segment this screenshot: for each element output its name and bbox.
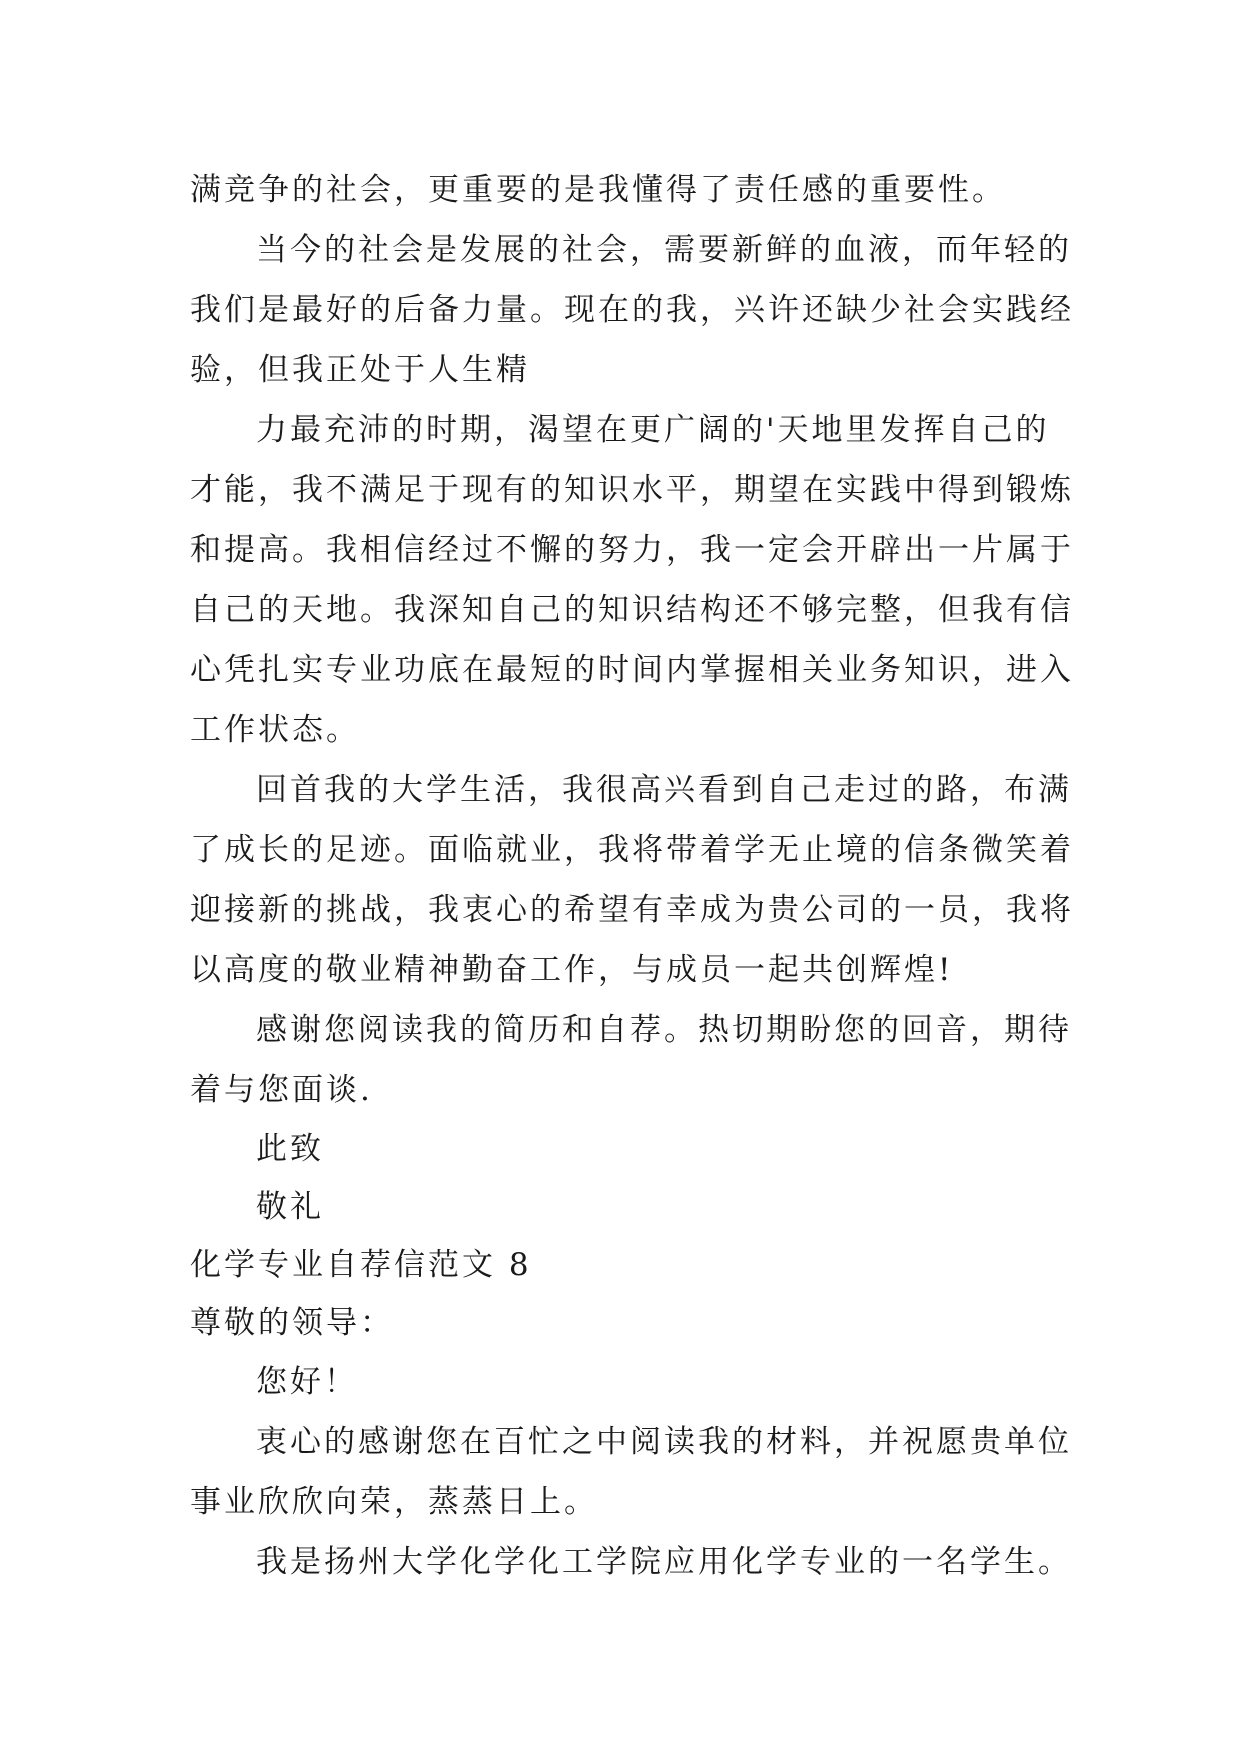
section-heading: 化学专业自荐信范文 8 <box>190 1247 532 1283</box>
greeting: 您好！ <box>256 1364 358 1400</box>
salutation: 尊敬的领导： <box>190 1305 394 1341</box>
text-line: 心凭扎实专业功底在最短的时间内掌握相关业务知识，进入 <box>190 652 1074 688</box>
text-line: 自己的天地。我深知自己的知识结构还不够完整，但我有信 <box>190 592 1074 628</box>
text-line: 满竞争的社会，更重要的是我懂得了责任感的重要性。 <box>190 172 1006 208</box>
paragraph-line: 当今的社会是发展的社会，需要新鲜的血液，而年轻的 <box>256 232 1072 268</box>
text-line: 才能，我不满足于现有的知识水平，期望在实践中得到锻炼 <box>190 472 1074 508</box>
text-line: 以高度的敬业精神勤奋工作，与成员一起共创辉煌! <box>190 952 954 988</box>
closing-line: 此致 <box>256 1131 324 1167</box>
letter-body <box>190 160 1074 1592</box>
paragraph-line: 回首我的大学生活，我很高兴看到自己走过的路，布满 <box>256 772 1072 808</box>
text-line: 我们是最好的后备力量。现在的我，兴许还缺少社会实践经 <box>190 292 1074 328</box>
text-line: 迎接新的挑战，我衷心的希望有幸成为贵公司的一员，我将 <box>190 892 1074 928</box>
text-line: 事业欣欣向荣，蒸蒸日上。 <box>190 1484 598 1520</box>
paragraph-line: 力最充沛的时期，渴望在更广阔的'天地里发挥自己的 <box>256 412 1050 448</box>
paragraph-line: 我是扬州大学化学化工学院应用化学专业的一名学生。 <box>256 1544 1072 1580</box>
text-line: 着与您面谈. <box>190 1072 373 1108</box>
paragraph-line: 衷心的感谢您在百忙之中阅读我的材料，并祝愿贵单位 <box>256 1424 1072 1460</box>
closing-line: 敬礼 <box>256 1189 324 1225</box>
text-line: 了成长的足迹。面临就业，我将带着学无止境的信条微笑着 <box>190 832 1074 868</box>
text-line: 和提高。我相信经过不懈的努力，我一定会开辟出一片属于 <box>190 532 1074 568</box>
text-line: 工作状态。 <box>190 712 360 748</box>
text-line: 验，但我正处于人生精 <box>190 352 530 388</box>
paragraph-line: 感谢您阅读我的简历和自荐。热切期盼您的回音，期待 <box>256 1012 1072 1048</box>
